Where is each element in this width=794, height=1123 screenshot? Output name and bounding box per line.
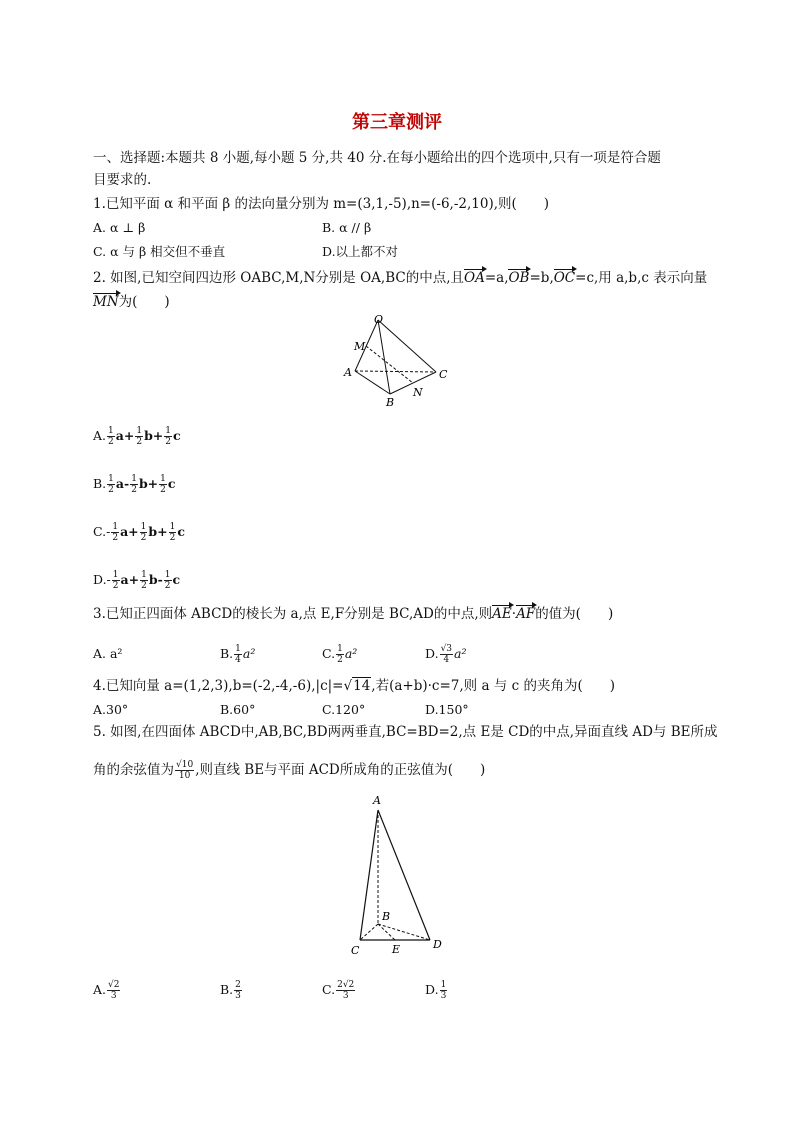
frac-num: 1 — [136, 426, 143, 436]
term-a: a+ — [115, 428, 135, 443]
page-title: 第三章测评 — [352, 112, 442, 133]
q2-b-label: B. — [93, 476, 107, 491]
term-b: b+ — [138, 476, 159, 491]
frac-num: 1 — [169, 522, 176, 532]
frac-den: 3 — [110, 991, 117, 1001]
frac-den: 4 — [443, 655, 450, 665]
q5-a-label: A. — [93, 982, 107, 997]
frac-num: 1 — [108, 474, 114, 484]
q5-stem-line1: 5. 如图,在四面体 ABCD中,AB,BC,BD两两垂直,BC=BD=2,点 E是 CD的中点,异面直线 AD与 BE所成 — [93, 724, 718, 740]
sqrt-symbol: √ — [343, 678, 353, 694]
q2-stem-line1 — [93, 268, 707, 288]
frac — [107, 980, 120, 1001]
q2-option-b — [93, 474, 176, 495]
vector-ob: OB — [508, 270, 530, 286]
term-c: c — [173, 428, 181, 443]
q4-option-d: D.150° — [425, 702, 469, 717]
label-d: D — [433, 938, 442, 951]
vector-oc: OC — [553, 270, 576, 286]
q3-stem-post: 的值为( ) — [535, 606, 614, 622]
frac-half — [164, 426, 172, 447]
term-c: c — [167, 476, 176, 491]
q2-c-label: C.- — [93, 524, 111, 539]
frac-half — [107, 426, 115, 447]
frac-den: 4 — [235, 655, 241, 665]
q2-eq-c: =c,用 a,b,c 表示向量 — [575, 270, 708, 286]
term-a: a+ — [120, 572, 140, 587]
frac-num: 1 — [108, 426, 114, 436]
term-b: b+ — [144, 428, 164, 443]
q3-option-a: A. a² — [93, 646, 123, 661]
tetrahedron-oabc-figure — [335, 310, 455, 410]
sqrt-radicand: 14 — [353, 678, 371, 694]
q5-stem-pre: 角的余弦值为 — [93, 762, 174, 778]
frac-half — [111, 522, 119, 543]
q3-option-b — [220, 644, 255, 665]
label-c: C — [351, 944, 360, 957]
q2-option-a — [93, 426, 181, 447]
frac — [336, 644, 344, 665]
frac-den: 2 — [169, 533, 176, 543]
frac-num: 1 — [131, 474, 137, 484]
frac-den: 2 — [112, 581, 119, 591]
q4-option-a: A.30° — [93, 702, 129, 717]
q4-stem-pre: 4.已知向量 a=(1,2,3),b=(-2,-4,-6),|c|= — [93, 678, 344, 694]
frac-half — [140, 570, 148, 591]
frac-den: 2 — [108, 485, 114, 495]
label-a: A — [344, 366, 352, 379]
q2-eq-b: =b, — [529, 270, 554, 286]
q3-b-label: B. — [220, 646, 234, 661]
q3-c-label: C. — [322, 646, 336, 661]
frac-den: 2 — [131, 485, 137, 495]
frac-den: 2 — [165, 437, 172, 447]
label-a: A — [373, 794, 381, 807]
term-b: b+ — [148, 524, 168, 539]
frac-den: 2 — [141, 581, 147, 591]
term-c: c — [172, 572, 181, 587]
frac-num: √2 — [108, 980, 120, 990]
frac-num: 1 — [141, 570, 147, 580]
q2-stem-pre: 2. 如图,已知空间四边形 OABC,M,N分别是 OA,BC的中点,且 — [93, 270, 464, 286]
term: a² — [454, 646, 467, 661]
dot-operator: · — [511, 606, 517, 622]
q2-option-c — [93, 522, 185, 543]
q2-option-d — [93, 570, 180, 591]
term: a² — [344, 646, 358, 661]
q4-option-b: B.60° — [220, 702, 256, 717]
q2-stem-line2 — [93, 292, 170, 312]
q1-option-b: B. α // β — [322, 220, 372, 235]
frac-den: 2 — [112, 533, 119, 543]
edge-bc-hidden — [360, 924, 378, 940]
label-o: O — [374, 313, 384, 326]
frac — [234, 980, 242, 1001]
frac-den: 2 — [160, 485, 166, 495]
edge-oc — [378, 320, 436, 372]
q1-stem: 1.已知平面 α 和平面 β 的法向量分别为 m=(3,1,-5),n=(-6,-2,10),则( ) — [93, 196, 550, 212]
frac-num: 1 — [164, 570, 171, 580]
frac-den: 3 — [342, 991, 349, 1001]
q1-option-c: C. α 与 β 相交但不垂直 — [93, 244, 226, 259]
edge-ac-hidden — [355, 371, 436, 372]
frac-num: 1 — [112, 522, 119, 532]
vector-oa: OA — [464, 270, 485, 286]
frac-den: 2 — [164, 581, 171, 591]
frac-den: 3 — [235, 991, 241, 1001]
frac-den: 10 — [178, 771, 191, 781]
term: a² — [242, 646, 256, 661]
term-c: c — [177, 524, 185, 539]
q5-option-b — [220, 980, 243, 1001]
frac-num: 1 — [160, 474, 166, 484]
q2-d-label: D.- — [93, 572, 111, 587]
frac-half — [159, 474, 167, 495]
label-c: C — [439, 368, 448, 381]
frac-num: 2√2 — [337, 980, 355, 990]
q3-stem-pre: 3.已知正四面体 ABCD的棱长为 a,点 E,F分别是 BC,AD的中点,则 — [93, 606, 493, 622]
q3-stem — [93, 604, 613, 624]
segment-mn — [366, 346, 413, 383]
frac-cosine — [175, 760, 194, 781]
label-n: N — [413, 386, 423, 399]
q5-stem-line2 — [93, 760, 485, 781]
frac-num: 1 — [165, 426, 172, 436]
label-b: B — [386, 396, 395, 409]
q4-stem-post: ,若(a+b)·c=7,则 a 与 c 的夹角为( ) — [371, 678, 615, 694]
q1-option-a: A. α ⊥ β — [93, 220, 146, 235]
q2-a-label: A. — [93, 428, 107, 443]
q2-eq-a: =a, — [484, 270, 509, 286]
term-a: a- — [115, 476, 130, 491]
q5-option-a — [93, 980, 121, 1001]
frac-den: 2 — [140, 533, 147, 543]
section-heading-line1: 一、选择题:本题共 8 小题,每小题 5 分,共 40 分.在每小题给出的四个选项中,只有一项是符合题 — [93, 150, 661, 166]
q2-stem-post: 为( ) — [118, 294, 170, 310]
frac-den: 2 — [337, 655, 343, 665]
segment-be — [378, 924, 395, 940]
frac-num: 1 — [337, 644, 343, 654]
vector-ae: AE — [492, 606, 512, 622]
q4-stem — [93, 676, 615, 696]
frac-num: 1 — [235, 644, 241, 654]
label-m: M — [354, 340, 366, 353]
q3-option-c — [322, 644, 357, 665]
frac-half — [112, 570, 120, 591]
frac-half — [107, 474, 115, 495]
frac-half — [140, 522, 148, 543]
q4-option-c: C.120° — [322, 702, 366, 717]
frac-half — [135, 426, 143, 447]
frac — [440, 644, 453, 665]
frac-den: 2 — [136, 437, 143, 447]
frac-num: 1 — [440, 980, 447, 990]
vector-mn: MN — [93, 294, 119, 310]
q1-option-d: D.以上都不对 — [322, 244, 399, 259]
vector-af: AF — [516, 606, 536, 622]
frac-num: 1 — [112, 570, 119, 580]
frac-half — [169, 522, 177, 543]
frac-num: 1 — [140, 522, 147, 532]
frac-half — [130, 474, 138, 495]
edge-ac — [360, 810, 378, 940]
label-b: B — [382, 910, 391, 923]
q5-option-c — [322, 980, 356, 1001]
q5-d-label: D. — [425, 982, 439, 997]
q5-stem-post: ,则直线 BE与平面 ACD所成角的正弦值为( ) — [195, 762, 486, 778]
section-heading-line2: 目要求的. — [93, 172, 152, 188]
q5-option-d — [425, 980, 448, 1001]
label-e: E — [392, 943, 401, 956]
frac-num: 2 — [235, 980, 241, 990]
frac — [336, 980, 355, 1001]
q3-option-d — [425, 644, 467, 665]
frac — [234, 644, 242, 665]
edge-ab — [355, 371, 390, 394]
term-a: a+ — [120, 524, 139, 539]
frac-half — [164, 570, 172, 591]
q3-d-label: D. — [425, 646, 439, 661]
frac-num: √10 — [176, 760, 194, 770]
frac-den: 3 — [440, 991, 447, 1001]
tetrahedron-abcd-figure — [345, 790, 455, 960]
frac-num: √3 — [440, 644, 453, 654]
term-b: b- — [148, 572, 163, 587]
q5-c-label: C. — [322, 982, 336, 997]
frac-den: 2 — [108, 437, 114, 447]
frac — [440, 980, 448, 1001]
q5-b-label: B. — [220, 982, 234, 997]
